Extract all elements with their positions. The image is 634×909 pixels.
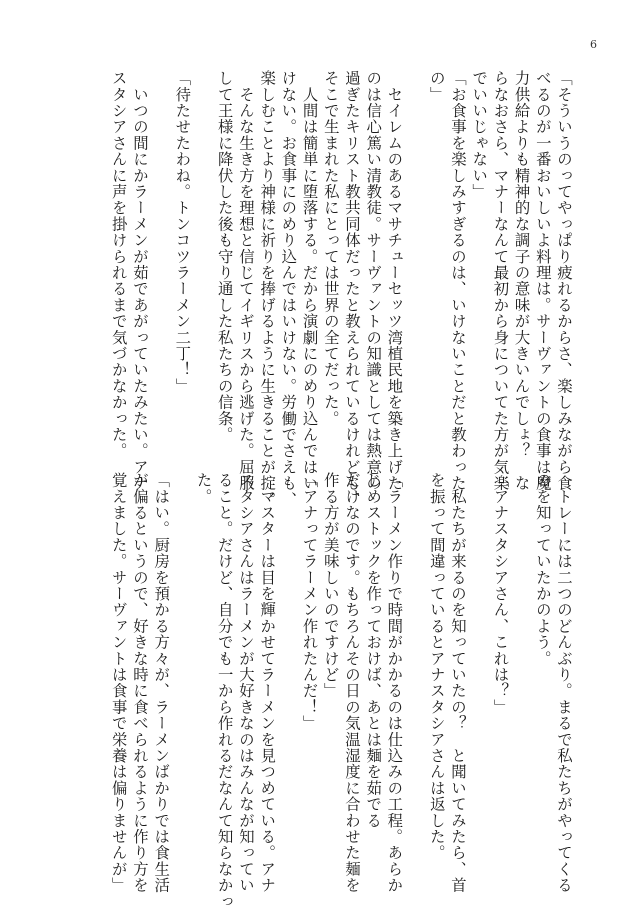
text-line: 作る方が美味しいのですけど」 [321,472,340,699]
text-line: 「そういうのってやっぱり疲れるからさ、楽しみながら食 [555,70,573,492]
blank-line [510,472,531,867]
text-line: じめストックを作っておけば、あとは麺を茹でる [364,472,383,829]
text-line: そこで生まれた私にとっては世界の全てだった。 [321,70,340,427]
text-line: スタシアさんに声を掛けられるまで気づかなかった。 [109,70,128,459]
text-line: のは信心篤い清教徒。サーヴァントの知識としては熱意の [364,70,383,492]
text-line: 「お食事を楽しみすぎるのは、いけないことだと教わった [448,70,467,492]
text-line: だけなのです。もちろんその日の気温湿度に合わせた麺を [342,472,361,894]
text-line: 過ぎたキリスト教共同体だったと教えられているけれども、 [342,70,361,508]
text-line: でいいじゃない」 [470,70,489,200]
text-line: 「待たせたわね。トンコツラーメン二丁！」 [173,70,192,394]
top-text-block [108,70,574,508]
text-line: 覚えました。サーヴァントは食事で栄養は偏りませんが」 [109,472,128,894]
text-line: が偏るというので、好きな時に食べられるように作り方を [130,472,149,894]
text-line: けない。お食事にのめり込んではいけない。労働でさえも、 [279,70,298,508]
text-line: らなおさら、マナーなんて最初から身についてた方が気楽 [491,70,510,492]
blank-line [192,70,213,465]
text-line: 人間は簡単に堕落する。だから演劇にのめり込んではい [300,70,319,492]
text-line: 私たちが来るのを知っていたの？ と聞いてみたら、首 [448,472,467,894]
text-line: 楽しむことより神様に祈りを捧げるように生きることが掟。 [258,70,277,508]
bottom-text-block [108,472,574,909]
text-line: スタシアさんはラーメンが大好きなのはみんなが知ってい [236,472,255,894]
page-number: 6 [590,38,597,51]
text-line: 力供給よりも精神的な調子の意味が大きいんでしょ？ な [512,70,531,492]
text-line: 「はい。厨房を預かる方々が、ラーメンばかりでは食生活 [152,472,171,894]
text-line: 「アナスタシアさん、これは？」 [491,472,510,715]
text-line: 「アナってラーメン作れたんだ！」 [300,472,319,732]
text-line: そんな生き方を理想と信じてイギリスから逃げた。屈服 [236,70,255,492]
text-line: いつの間にかラーメンが茹であがっていたみたい。アナ [130,70,149,492]
text-line: トレーには二つのどんぶり。まるで私たちがやってくる [555,472,573,894]
blank-line [150,70,171,465]
blank-line [277,472,298,867]
text-line: の」 [427,70,446,103]
text-line: マスターは目を輝かせてラーメンを見つめている。アナ [258,472,277,894]
text-line: セイレムのあるマサチューセッツ湾植民地を築き上げた [385,70,404,492]
blank-line [171,472,192,867]
text-line: た。 [194,472,213,505]
blank-line [468,472,489,867]
blank-line [404,472,425,867]
text-line: 「ラーメン作りで時間がかかるのは仕込みの工程。あらか [385,472,404,894]
text-line: ること。だけど、自分でも一から作れるだなんて知らなかっ [215,472,234,909]
text-line: のを知っていたかのよう。 [533,472,552,667]
text-line: して王様に降伏した後も守り通した私たちの信条。 [215,70,234,443]
text-line: べるのが一番おいしいよ料理は。サーヴァントの食事は魔 [533,70,552,492]
blank-line [404,70,425,465]
text-line: を振って間違っているとアナスタシアさんは返した。 [427,472,446,861]
